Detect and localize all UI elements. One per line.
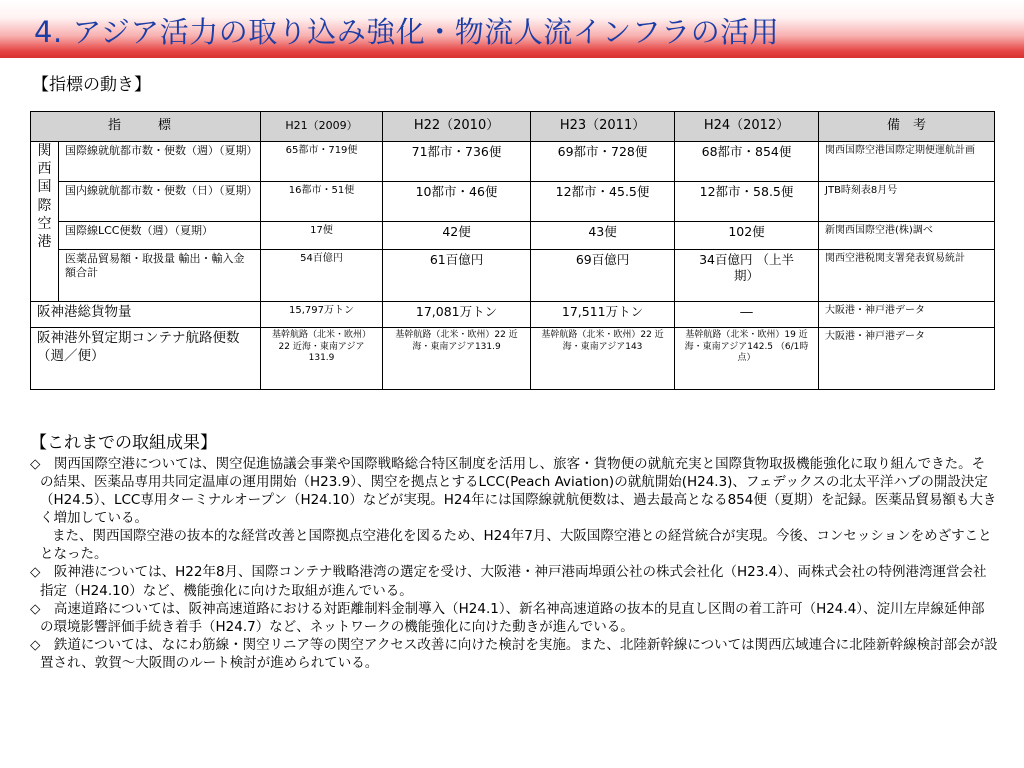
cell-h24: ― <box>675 302 819 328</box>
cell-h22: 10都市・46便 <box>383 182 531 222</box>
header-h21: H21（2009） <box>261 112 383 142</box>
table-row <box>31 302 995 328</box>
row-note: 大阪港・神戸港データ <box>819 302 995 328</box>
cell-h23: 17,511万トン <box>531 302 675 328</box>
table-header-row <box>31 112 995 142</box>
row-note: 関西空港税関支署発表貿易統計 <box>819 250 995 302</box>
row-note: JTB時刻表8月号 <box>819 182 995 222</box>
cell-h21: 基幹航路（北米・欧州）22 近海・東南アジア 131.9 <box>261 328 383 390</box>
results-heading: 【これまでの取組成果】 <box>30 433 217 453</box>
cell-h23: 69都市・728便 <box>531 142 675 182</box>
table-row <box>31 250 995 302</box>
row-note: 新関西国際空港(株)調べ <box>819 222 995 250</box>
cell-h23: 基幹航路（北米・欧州）22 近海・東南アジア143 <box>531 328 675 390</box>
row-item: 阪神港外貿定期コンテナ航路便数（週／便） <box>31 328 261 390</box>
cell-h23: 12都市・45.5便 <box>531 182 675 222</box>
row-note: 関西国際空港国際定期便運航計画 <box>819 142 995 182</box>
cell-h23: 69百億円 <box>531 250 675 302</box>
table-row <box>31 328 995 390</box>
cell-h21: 15,797万トン <box>261 302 383 328</box>
cell-h21: 65都市・719便 <box>261 142 383 182</box>
row-item: 阪神港総貨物量 <box>31 302 261 328</box>
cell-h24: 基幹航路（北米・欧州）19 近海・東南アジア142.5 （6/1時点） <box>675 328 819 390</box>
paragraph-kansai-airport: ◇ 関西国際空港については、関空促進協議会事業や国際戦略総合特区制度を活用し、旅客・貨物便の就航充実と国際貨物取扱機能強化に取り組んできた。その結果、医薬品専用共同定温庫の運用開始（H23.9）、関空を拠点とするLCC(Peach Aviation)の就航開始(H24.3)、フェデックスの北太平洋ハブの開設決定 （H24.5）、LCC専用ターミナルオープン（H24.10）などが実現。H24年には国際線就航便数は、過去最高となる854便（夏期）を記録。医薬品貿易額も大きく増加している。 <box>30 456 997 527</box>
header-notes: 備 考 <box>819 112 995 142</box>
indicator-heading: 【指標の動き】 <box>32 75 151 95</box>
row-item: 国内線就航都市数・便数（日）（夏期） <box>59 182 261 222</box>
row-item: 国際線LCC便数（週）（夏期） <box>59 222 261 250</box>
group-label-kansai-airport: 関西国際空港 <box>31 142 59 302</box>
paragraph-hanshin-port: ◇ 阪神港については、H22年8月、国際コンテナ戦略港湾の選定を受け、大阪港・神戸港両埠頭公社の株式会社化（H23.4）、両株式会社の特例港湾運営会社指定（H24.10）など、機能強化に向けた取組が進んでいる。 <box>30 564 987 599</box>
row-note: 大阪港・神戸港データ <box>819 328 995 390</box>
table-row <box>31 222 995 250</box>
cell-h22: 61百億円 <box>383 250 531 302</box>
header-indicator: 指 標 <box>31 112 261 142</box>
cell-h21: 16都市・51便 <box>261 182 383 222</box>
cell-h23: 43便 <box>531 222 675 250</box>
cell-h22: 71都市・736便 <box>383 142 531 182</box>
header-h22: H22（2010） <box>383 112 531 142</box>
table-row <box>31 182 995 222</box>
row-item: 医薬品貿易額・取扱量 輸出・輸入金額合計 <box>59 250 261 302</box>
header-h24: H24（2012） <box>675 112 819 142</box>
cell-h22: 基幹航路（北米・欧州）22 近海・東南アジア131.9 <box>383 328 531 390</box>
paragraph-expressway: ◇ 高速道路については、阪神高速道路における対距離制料金制導入（H24.1）、新名神高速道路の抜本的見直し区間の着工許可（H24.4）、淀川左岸線延伸部の環境影響評価手続き着手（H24.7）など、ネットワークの機能強化に向けた動きが進んでいる。 <box>30 600 985 635</box>
cell-h24: 34百億円 （上半期） <box>675 250 819 302</box>
cell-h24: 12都市・58.5便 <box>675 182 819 222</box>
paragraph-railway: ◇ 鉄道については、なにわ筋線・関空リニア等の関空アクセス改善に向けた検討を実施。また、北陸新幹線については関西広域連合に北陸新幹線検討部会が設置され、敦賀～大阪間のルート検討が進められている。 <box>30 636 998 671</box>
cell-h24: 102便 <box>675 222 819 250</box>
cell-h22: 17,081万トン <box>383 302 531 328</box>
table-row <box>31 142 995 182</box>
cell-h24: 68都市・854便 <box>675 142 819 182</box>
results-body <box>30 455 998 672</box>
page-title: 4. アジア活力の取り込み強化・物流人流インフラの活用 <box>34 15 780 49</box>
row-item: 国際線就航都市数・便数（週）（夏期） <box>59 142 261 182</box>
cell-h21: 17便 <box>261 222 383 250</box>
indicator-table <box>30 111 995 390</box>
paragraph-management-integration: また、関西国際空港の抜本的な経営改善と国際拠点空港化を図るため、H24年7月、大阪国際空港との経営統合が実現。今後、コンセッションをめざすこととなった。 <box>40 528 992 563</box>
cell-h21: 54百億円 <box>261 250 383 302</box>
title-bar <box>0 0 1024 58</box>
cell-h22: 42便 <box>383 222 531 250</box>
header-h23: H23（2011） <box>531 112 675 142</box>
